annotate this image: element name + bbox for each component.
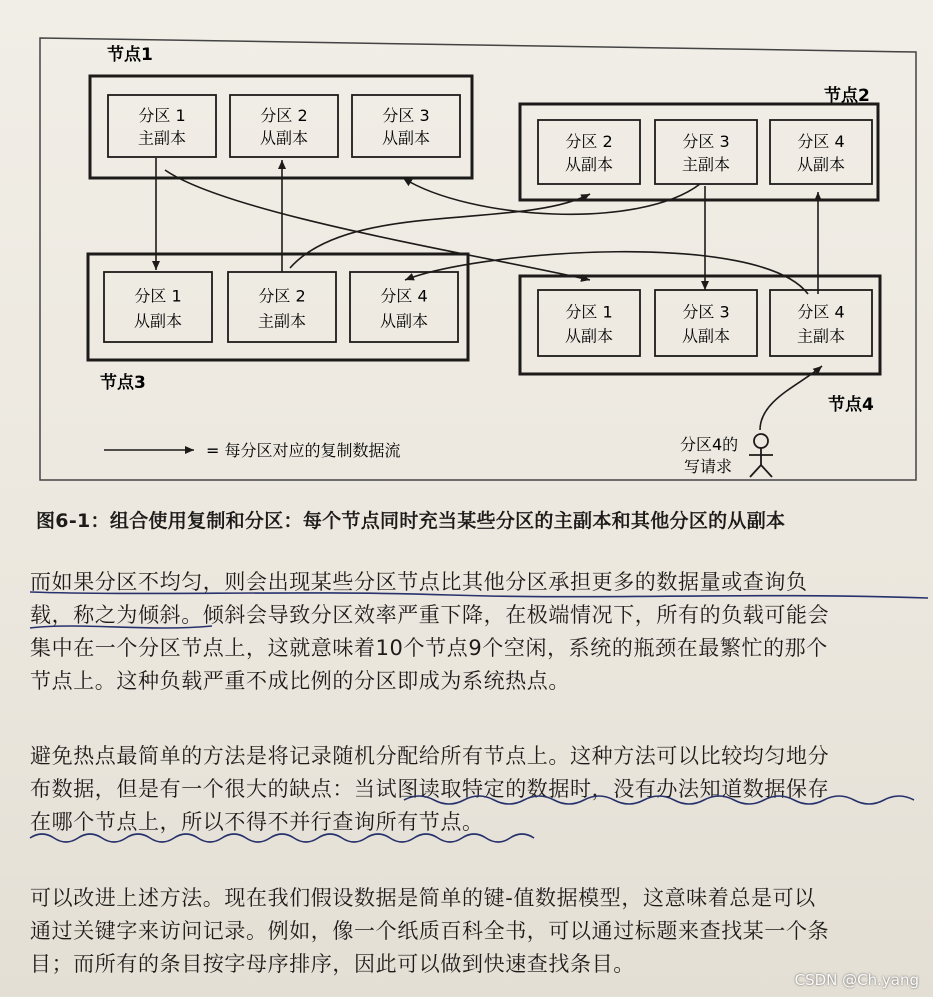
n2-partition-role: 从副本 [796, 154, 846, 174]
n4-partition-id: 分区 3 [682, 302, 730, 322]
n4-partition-role: 从副本 [564, 326, 614, 346]
text-line: 在哪个节点上，所以不得不并行查询所有节点。 [30, 810, 484, 834]
client-label-line1: 分区4的 [680, 435, 739, 454]
text-line: 目；而所有的条目按字母序排序，因此可以做到快速查找条目。 [30, 952, 635, 976]
text-line: 通过关键字来访问记录。例如，像一个纸质百科全书，可以通过标题来查找某一个条 [30, 919, 830, 943]
n3-partition-id: 分区 2 [258, 286, 306, 306]
n4-partition-role: 从副本 [681, 326, 731, 346]
n3-partition-id: 分区 1 [134, 286, 182, 306]
underline-p2-line2 [404, 796, 914, 804]
n2-partition-role: 主副本 [681, 154, 731, 174]
text-line: 集中在一个分区节点上，这就意味着10个节点9个空闲，系统的瓶颈在最繁忙的那个 [30, 636, 828, 660]
n4-partition-role: 主副本 [796, 326, 846, 346]
node1-label: 节点1 [107, 45, 153, 65]
node4-label: 节点4 [828, 395, 874, 415]
n1-partition-id: 分区 1 [138, 106, 186, 126]
n1-partition-role: 从副本 [381, 128, 431, 148]
n2-partition-id: 分区 2 [565, 131, 613, 151]
n1-partition-role: 从副本 [259, 128, 309, 148]
text-line: 节点上。这种负载严重不成比例的分区即成为系统热点。 [30, 669, 570, 693]
underline-p1-line2 [30, 626, 212, 628]
text-line: 而如果分区不均匀，则会出现某些分区节点比其他分区承担更多的数据量或查询负 [30, 570, 808, 594]
figure-caption: 图6-1：组合使用复制和分区：每个节点同时充当某些分区的主副本和其他分区的从副本 [36, 510, 786, 532]
text-line: 载，称之为倾斜。倾斜会导致分区效率严重下降，在极端情况下，所有的负载可能会 [30, 603, 830, 627]
n2-partition-role: 从副本 [564, 154, 614, 174]
n1-partition-role: 主副本 [137, 128, 187, 148]
n1-partition-id: 分区 2 [260, 106, 308, 126]
n1-partition-id: 分区 3 [382, 106, 430, 126]
underline-p2-line3 [30, 834, 534, 842]
n4-partition-id: 分区 4 [797, 302, 845, 322]
client-label-line2: 写请求 [684, 457, 733, 476]
node3-label: 节点3 [100, 373, 146, 393]
text-line: 布数据，但是有一个很大的缺点：当试图读取特定的数据时，没有办法知道数据保存 [30, 777, 830, 801]
n4-partition-id: 分区 1 [565, 302, 613, 322]
legend-label: = 每分区对应的复制数据流 [206, 441, 401, 460]
n3-partition-role: 主副本 [257, 311, 307, 331]
n3-partition-id: 分区 4 [380, 286, 428, 306]
watermark: CSDN @Ch.yang [794, 971, 919, 989]
text-line: 可以改进上述方法。现在我们假设数据是简单的键-值数据模型，这意味着总是可以 [30, 886, 816, 910]
underline-p1-line1 [30, 592, 928, 598]
n2-partition-id: 分区 4 [797, 131, 845, 151]
n2-partition-id: 分区 3 [682, 131, 730, 151]
node2-label: 节点2 [824, 86, 870, 106]
n3-partition-role: 从副本 [379, 311, 429, 331]
text-line: 避免热点最简单的方法是将记录随机分配给所有节点上。这种方法可以比较均匀地分 [30, 744, 830, 768]
n3-partition-role: 从副本 [133, 311, 183, 331]
